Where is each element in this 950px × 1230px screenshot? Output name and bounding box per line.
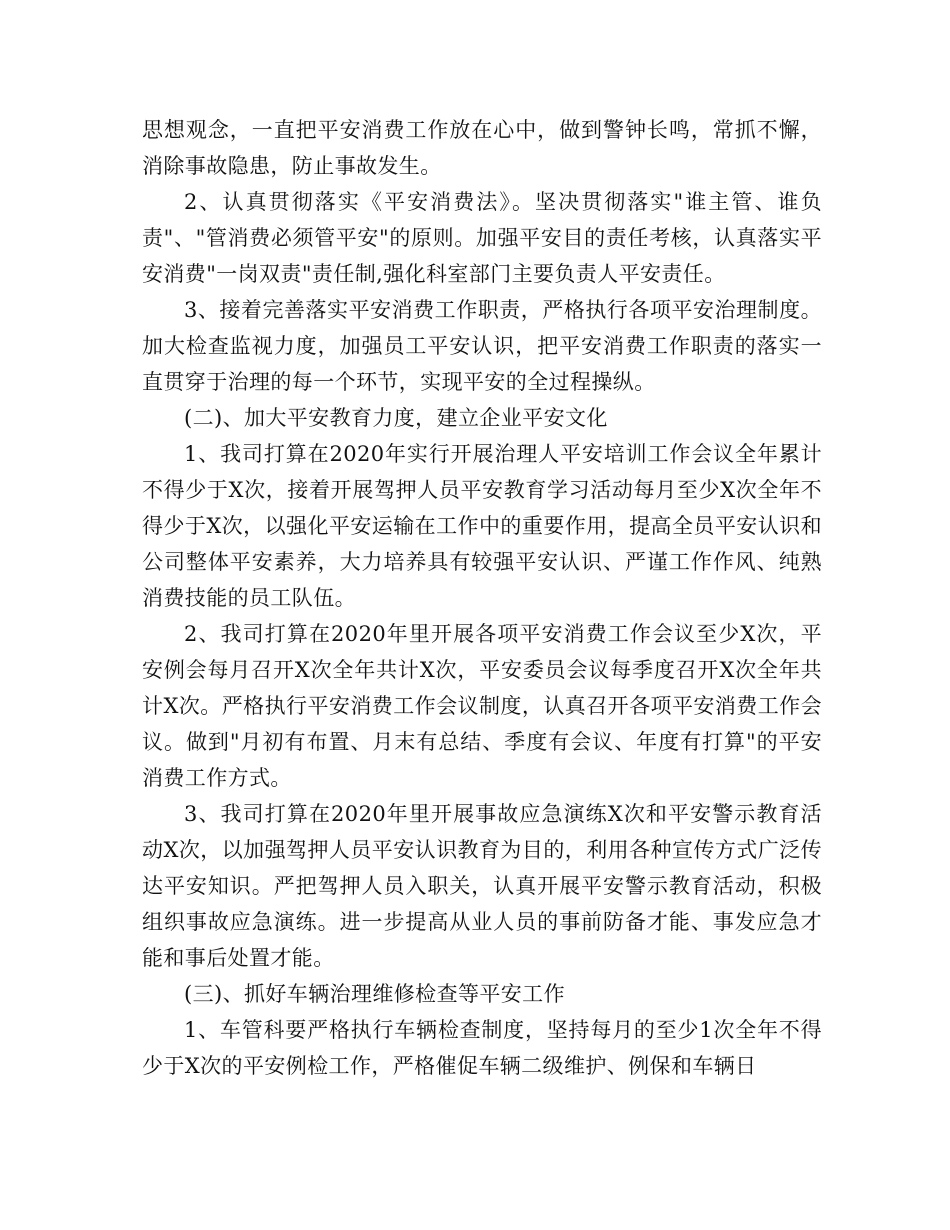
paragraph-vehicle-inspection: 1、车管科要严格执行车辆检查制度，坚持每月的至少1次全年不得少于X次的平安例检工作，严格催促车辆二级维护、例保和车辆日 [142, 1018, 822, 1078]
paragraph-item-2-responsibility: 2、认真贯彻落实《平安消费法》。坚决贯彻落实"谁主管、谁负责"、"管消费必须管平安"的原则。加强平安目的责任考核，认真落实平安消费"一岗双责"责任制,强化科室部门主要负责人平安责任。 [142, 190, 822, 286]
paragraph-item-3-duties: 3、接着完善落实平安消费工作职责，严格执行各项平安治理制度。加大检查监视力度，加强员工平安认识，把平安消费工作职责的落实一直贯穿于治理的每一个环节，实现平安的全过程操纵。 [142, 298, 822, 394]
document-page [142, 112, 822, 1084]
paragraph-drills: 3、我司打算在2020年里开展事故应急演练X次和平安警示教育活动X次，以加强驾押人员平安认识教育为目的，利用各种宣传方式广泛传达平安知识。严把驾押人员入职关，认真开展平安警示教育活动，积极组织事故应急演练。进一步提高从业人员的事前防备才能、事发应急才能和事后处置才能。 [142, 802, 822, 970]
paragraph-meetings: 2、我司打算在2020年里开展各项平安消费工作会议至少X次，平安例会每月召开X次全年共计X次，平安委员会议每季度召开X次全年共计X次。严格执行平安消费工作会议制度，认真召开各项平安消费工作会议。做到"月初有布置、月末有总结、季度有会议、年度有打算"的平安消费工作方式。 [142, 622, 822, 790]
section-heading-3: (三)、抓好车辆治理维修检查等平安工作 [184, 982, 565, 1006]
paragraph-training: 1、我司打算在2020年实行开展治理人平安培训工作会议全年累计不得少于X次，接着开展驾押人员平安教育学习活动每月至少X次全年不得少于X次，以强化平安运输在工作中的重要作用，提高全员平安认识和公司整体平安素养，大力培养具有较强平安认识、严谨工作作风、纯熟消费技能的员工队伍。 [142, 442, 822, 610]
section-heading-2: (二)、加大平安教育力度，建立企业平安文化 [184, 406, 608, 430]
paragraph-continuation: 思想观念，一直把平安消费工作放在心中，做到警钟长鸣，常抓不懈，消除事故隐患，防止事故发生。 [142, 118, 822, 178]
